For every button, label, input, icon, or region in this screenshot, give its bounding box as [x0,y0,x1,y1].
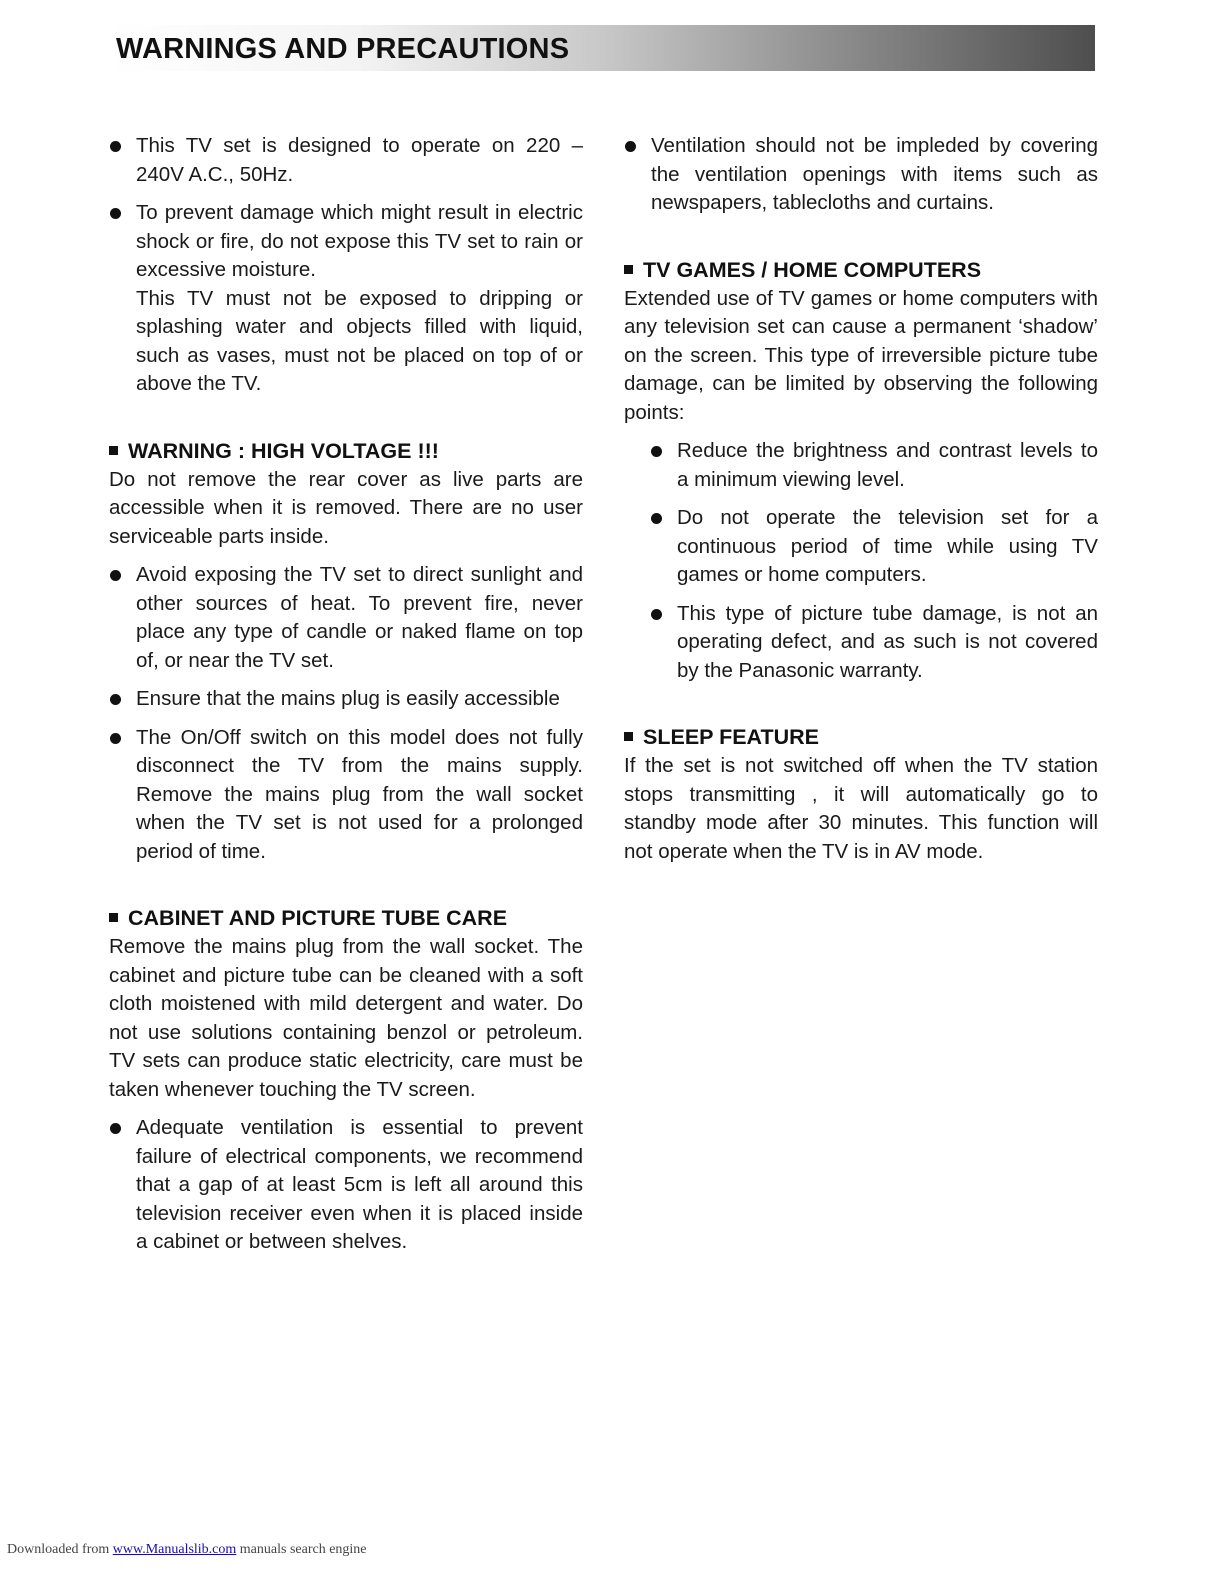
section-heading-cabinet [109,904,583,933]
bullet-icon [110,570,121,581]
square-bullet-icon [109,913,118,922]
bullet-icon [110,208,121,219]
list-item [109,132,583,189]
footer-suffix: manuals search engine [239,1542,367,1557]
indented-list [650,437,1098,685]
bullet-icon [110,733,121,744]
section-heading-sleep [624,723,1098,752]
page-title: WARNINGS AND PRECAUTIONS [116,33,570,65]
left-column [109,132,583,1267]
list-item [109,685,583,714]
list-item [650,600,1098,686]
bullet-text: This type of picture tube damage, is not an operating defect, and as such is not covered by the Panasonic warranty. [677,601,1098,682]
footer [7,1542,367,1558]
bullet-icon [110,694,121,705]
right-column [624,132,1098,876]
bullet-text: To prevent damage which might result in electric shock or fire, do not expose this TV set to rain or excessive moisture. [136,201,583,281]
list-item [624,132,1098,218]
section-body: If the set is not switched off when the TV station stops transmitting , it will automatically go to standby mode after 30 minutes. This function will not operate when the TV is in AV mode. [624,754,1098,863]
header-bar [108,25,1095,71]
section-body: Extended use of TV games or home computers with any television set can cause a permanent ‘shadow’ on the screen. This type of irreversible picture tube damage, can be limited by observing the following points: [624,286,1098,424]
list-item [650,437,1098,494]
list-item [650,504,1098,590]
bullet-icon [651,609,662,620]
bullet-text: Ventilation should not be impleded by covering the ventilation openings with items such as newspapers, tablecloths and curtains. [651,134,1098,214]
section-heading-text: SLEEP FEATURE [643,725,820,749]
bullet-text: Reduce the brightness and contrast levels to a minimum viewing level. [677,439,1098,491]
square-bullet-icon [109,446,118,455]
bullet-icon [651,513,662,524]
section-body: Do not remove the rear cover as live parts are accessible when it is removed. There are no user serviceable parts inside. [109,467,583,548]
bullet-icon [625,141,636,152]
footer-prefix: Downloaded from [7,1542,110,1557]
section-heading-text: WARNING : HIGH VOLTAGE !!! [128,438,439,463]
list-item [109,199,583,399]
bullet-text: Adequate ventilation is essential to prevent failure of electrical components, we recommend that a gap of at least 5cm is left all around this television receiver even when it is placed inside a cabinet or between shelves. [136,1116,583,1253]
list-item [109,561,583,675]
bullet-text: Do not operate the television set for a continuous period of time while using TV games or home computers. [677,506,1098,586]
bullet-text: The On/Off switch on this model does not fully disconnect the TV from the mains supply. Remove the mains plug from the wall socket when the TV set is not used for a prolonged period of time. [136,725,583,863]
list-item [109,724,583,867]
bullet-icon [110,1123,121,1134]
section-heading-text: TV GAMES / HOME COMPUTERS [643,257,982,282]
bullet-text: Ensure that the mains plug is easily accessible [136,687,560,710]
bullet-text: This TV set is designed to operate on 220 – 240V A.C., 50Hz. [136,134,583,186]
bullet-text: Avoid exposing the TV set to direct sunlight and other sources of heat. To prevent fire, never place any type of candle or naked flame on top of, or near the TV set. [136,563,583,672]
bullet-extra-text: This TV must not be exposed to dripping or splashing water and objects filled with liquid, such as vases, must not be placed on top of or above the TV. [136,286,583,395]
square-bullet-icon [624,265,633,274]
footer-link[interactable]: www.Manualslib.com [112,1542,237,1557]
square-bullet-icon [624,732,633,741]
list-item [109,1114,583,1257]
section-body: Remove the mains plug from the wall socket. The cabinet and picture tube can be cleaned with a soft cloth moistened with mild detergent and water. Do not use solutions containing benzol or petroleum. TV sets can produce static electricity, care must be taken whenever touching the TV screen. [109,935,583,1101]
bullet-icon [110,141,121,152]
section-heading-tv-games [624,256,1098,285]
section-heading-text: CABINET AND PICTURE TUBE CARE [128,906,508,930]
bullet-icon [651,446,662,457]
section-heading-warning [109,437,583,466]
